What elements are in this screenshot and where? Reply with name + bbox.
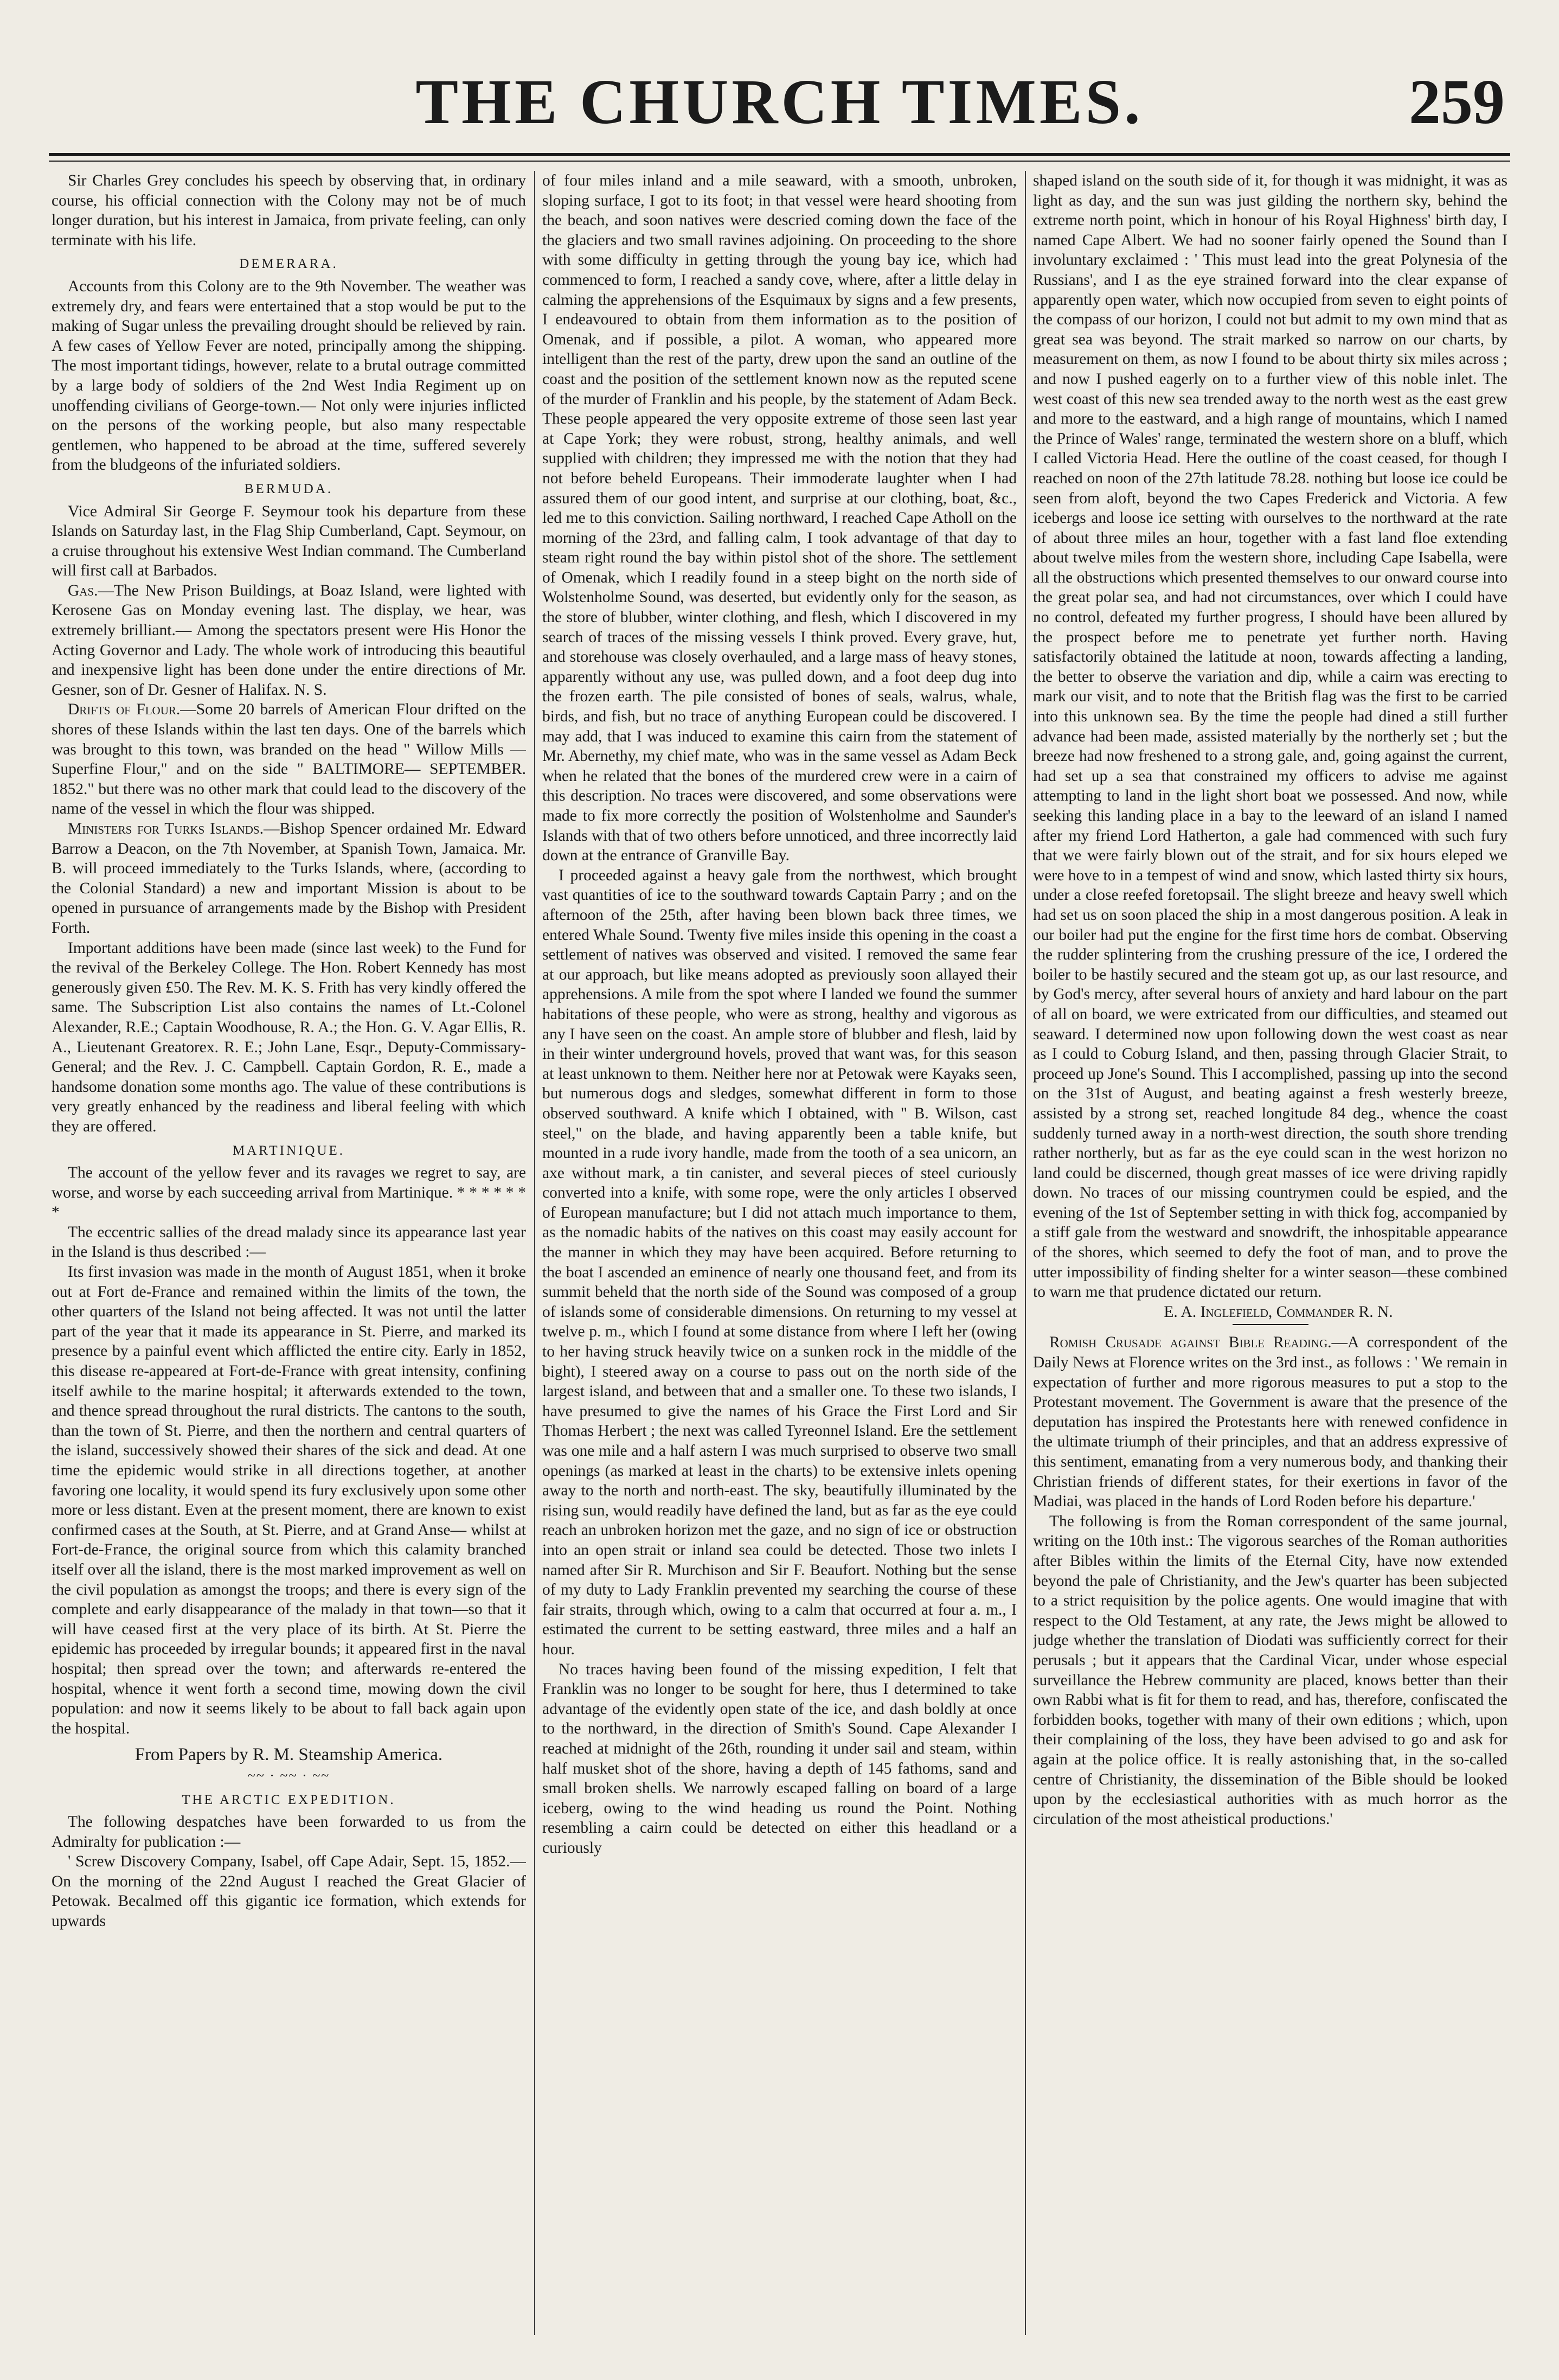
article-paragraph: ' Screw Discovery Company, Isabel, off Cape Adair, Sept. 15, 1852.—On the morning of the 22nd August I reached the Great Glacier of Petowak. Becalmed off this gigantic ice formation, which extends for upwards — [52, 1853, 526, 1930]
article-paragraph: Its first invasion was made in the month of August 1851, when it broke out at Fort de-France and remained within the limits of the town, the other quarters of the Island not being affected. It was not until the latter part of the year that it made its appearance in St. Pierre, and marked its presence by a painful event which afflicted the entire city. Early in 1852, this disease re-appeared at Fort-de-France with great intensity, confining itself awhile to the marine hospital; it afterwards extended to the town, and thence spread throughout the rural districts. The cantons to the south, than the town of St. Pierre, and then the northern and central quarters of the island, successively showed their shares of the sick and dead. At one time the epidemic would strike in all directions together, at another favoring one locality, it would spend its fury exclusively upon some other more or less distant. Even at the present moment, there are known to exist confirmed cases at the South, at St. Pierre, and at Grand Anse— whilst at Fort-de-France, the original source from which this calamity branched itself over all the island, there is the most marked improvement as well on the civil population as amongst the troops; and there is every sign of the complete and early disappearance of the malady in that town—so that it will have ceased first at the very place of its birth. At St. Pierre the epidemic has proceeded by irregular bounds; it appeared first in the naval hospital; then spread over the town; and afterwards re-entered the hospital, whence it went forth a second time, mowing down the civil population: and now it seems likely to be about to fall back again upon the hospital. — [52, 1263, 526, 1737]
article-paragraph: Sir Charles Grey concludes his speech by observing that, in ordinary course, his official connection with the Colony may not be of much longer duration, but his interest in Jamaica, from private feeling, can only terminate with his life. — [52, 172, 526, 249]
header-rule-thin — [49, 161, 1510, 162]
article-paragraph: of four miles inland and a mile seaward, with a smooth, unbroken, sloping surface, I got to its foot; in that vessel were heard shooting from the beach, and soon natives were descried coming down the face of the the glaciers and two small ravines adjoining. On proceeding to the shore with some difficulty in getting through the young bay ice, which had commenced to form, I reached a sandy cove, where, after a little delay in calming the apprehensions of the Esquimaux by signs and a few presents, I endeavoured to obtain from them information as to the position of Omenak, and if possible, a pilot. A woman, who appeared more intelligent than the rest of the party, drew upon the sand an outline of the coast and the position of the settlement known now as the reputed scene of the murder of Franklin and his people, by the statement of Adam Beck. These people appeared the very opposite extreme of those seen last year at Cape York; they were robust, strong, healthy animals, and well supplied with children; they impressed me with the notion that they had not before beheld Europeans. Their immoderate laughter when I had assured them of our good intent, and surprise at our clothing, boat, &c., led me to this conviction. Sailing northward, I reached Cape Atholl on the morning of the 23rd, and falling calm, I took advantage of that day to steam right round the bay within pistol shot of the shore. The settlement of Omenak, which I readily found in a steep bight on the north side of Wolstenholme Sound, was deserted, but evidently only for the season, as the store of blubber, winter clothing, and flesh, which I discovered in my search of traces of the missing vessels I think proved. Every grave, hut, and storehouse was closely overhauled, and a large mass of heavy stones, apparently without any use, was pulled down, and a foot deep dug into the frozen earth. The pile consisted of bones of seals, walrus, whale, birds, and fish, but no trace of anything European could be discovered. I may add, that I was induced to examine this cairn from the statement of Mr. Abernethy, my chief mate, who was in the same vessel as Adam Beck when he related that the bones of the murdered crew were in a cairn of this description. No traces were discovered, and some observations were made to fix more correctly the position of Wolstenholme and Saunder's Islands with that of two others before unnoticed, and three incorrectly laid down at the entrance of Granville Bay. — [542, 172, 1017, 865]
column-divider — [1025, 171, 1026, 2335]
paragraph-lead: Ministers for Turks Islands. — [68, 820, 264, 837]
article-paragraph: Vice Admiral Sir George F. Seymour took his departure from these Islands on Saturday last, in the Flag Ship Cumberland, Capt. Seymour, on a cruise throughout his extensive West Indian command. The Cumberland will first call at Barbados. — [52, 502, 526, 580]
ornament-divider: ~~ · ~~ · ~~ — [247, 1767, 330, 1783]
column-left — [52, 171, 526, 2335]
section-heading-martinique: MARTINIQUE. — [232, 1143, 345, 1158]
column-divider — [534, 171, 535, 2335]
header-rule — [49, 153, 1510, 156]
column-right — [1033, 171, 1507, 2335]
article-paragraph: Important additions have been made (since last week) to the Fund for the revival of the Berkeley College. The Hon. Robert Kennedy has most generously given £50. The Rev. M. K. S. Frith has very kindly offered the same. The Subscription List also contains the names of Lt.-Colonel Alexander, R.E.; Captain Woodhouse, R. A.; the Hon. G. V. Agar Ellis, R. A., Lieutenant Greatorex. R. E.; John Lane, Esqr., Deputy-Commissary-General; and the Rev. J. C. Campbell. Captain Gordon, R. E., made a handsome donation some months ago. The value of these contributions is very greatly enhanced by the readiness and liberal feeling with which they are offered. — [52, 939, 526, 1135]
paragraph-body: —Some 20 barrels of American Flour drifted on the shores of these Islands within the last ten days. One of the barrels which was brought to this town, was branded on the head " Willow Mills —Superfine Flour," and on the side " BALTIMORE— SEPTEMBER. 1852." but there was no other mark that could lead to the discovery of the name of the vessel in which the flour was shipped. — [52, 701, 526, 818]
article-paragraph: The following despatches have been forwarded to us from the Admiralty for publication :— — [52, 1813, 526, 1851]
article-paragraph — [52, 819, 526, 938]
column-middle — [542, 171, 1017, 2335]
source-line: From Papers by R. M. Steamship America. — [134, 1745, 443, 1765]
paragraph-body: —A correspondent of the Daily News at Florence writes on the 3rd inst., as follows : ' We remain in expectation of further and more rigorous measures to put a stop to the Protestant movement. The Government is aware that the presence of the deputation has inspired the Protestants here with renewed confidence in the ultimate triumph of their principles, and that an address expressive of this sentiment, emanating from a very numerous body, and thanking their Christian friends of different states, for their exertions in favor of the Madiai, was placed in the hands of Lord Roden before his departure.' — [1033, 1334, 1507, 1511]
section-heading-bermuda: BERMUDA. — [244, 481, 333, 496]
article-paragraph: The account of the yellow fever and its ravages we regret to say, are worse, and worse by each succeeding arrival from Martinique. * * * * * * * — [52, 1164, 526, 1221]
section-heading-demerara: DEMERARA. — [239, 257, 338, 272]
article-paragraph: Accounts from this Colony are to the 9th November. The weather was extremely dry, and fears were entertained that a stop would be put to the making of Sugar unless the prevailing drought should be relieved by rain. A few cases of Yellow Fever are noted, principally among the shipping. The most important tidings, however, relate to a brutal outrage committed by a large body of soldiers of the 2nd West India Regiment up on unoffending civilians of George-town.— Not only were injuries inflicted on the persons of the working people, but also many respectable gentlemen, who happened to be abroad at the time, suffered severely from the bludgeons of the infuriated soldiers. — [52, 277, 526, 474]
paragraph-lead: Romish Crusade against Bible Reading. — [1049, 1334, 1332, 1352]
signature-rule — [1233, 1324, 1308, 1325]
article-paragraph — [52, 581, 526, 700]
section-heading-arctic: THE ARCTIC EXPEDITION. — [182, 1792, 396, 1807]
paragraph-body: —The New Prison Buildings, at Boaz Island, were lighted with Kerosene Gas on Monday evening last. The display, we hear, was extremely brilliant.— Among the spectators present were His Honor the Acting Governor and Lady. The whole work of introducing this beautiful and inexpensive light has been done under the entire directions of Mr. Gesner, son of Dr. Gesner of Halifax. N. S. — [52, 581, 526, 699]
article-paragraph: shaped island on the south side of it, for though it was midnight, it was as light as day, and the sun was just gilding the northern sky, behind the extreme north point, which in honour of his Royal Highness' birth day, I named Cape Albert. We had no sooner fairly opened the Sound than I involuntary exclaimed : ' This must lead into the great Polynesia of the Russians', and I as the eye strained forward into the clear expanse of apparently open water, which now occupied from seven to eight points of the compass of our horizon, I could not but admit to my own mind that as great sea was beyond. The strait marked so narrow on our charts, by measurement on them, as now I found to be about thirty six miles across ; and now I pushed eagerly on to a further view of this noble inlet. The west coast of this new sea trended away to the north west as the east grew and more to the eastward, and a high range of mountains, which I named the Prince of Wales' range, terminated the western shore on a bluff, which I called Victoria Head. Here the outline of the coast ceased, for though I reached on noon of the 27th latitude 78.28. nothing but loose ice could be seen from aloft, beyond the two Capes Frederick and Victoria. A few icebergs and loose ice setting with ourselves to the northward at the rate of about three miles an hour, together with a fast land floe extending about twelve miles from the western shore, including Cape Isabella, were all the obstructions which presented themselves to our onward course into the great polar sea, and had not circumstances, over which I could have no control, defeated my further progress, I should have been allured by the prospect before me to penetrate yet further north. Having satisfactorily obtained the latitude at noon, towards affecting a landing, the better to observe the variation and dip, while a cairn was erecting to mark our visit, and to note that the British flag was the first to be carried into this unknown sea. By the time the people had dined a still further advance had been made, assisted materially by the northerly set ; but the breeze had now freshened to a strong gale, and, going against the current, had set up a sea that constrained my officers to advise me against attempting to land in the light short boat we possessed. And now, while seeking this landing place in a bay to the leeward of an island I named after my friend Lord Hatherton, a gale had commenced with such fury that we were fairly blown out of the strait, and for six hours eleped we were hove to in a tempest of wind and snow, which lasted thirty six hours, under a close reefed foretopsail. The slight breeze and heavy swell which had set us on soon placed the ship in a most dangerous position. A leak in our boiler had put the engine for the first time hors de combat. Observing the rudder splintering from the crushing pressure of the ice, I ordered the boiler to be hastily secured and the steam got up, as our last resource, and by God's mercy, after several hours of anxiety and hard labour on the part of all on board, we were extricated from our difficulties, and steamed out seaward. I determined now upon following down the west coast as near as I could to Coburg Island, and then, passing through Glacier Strait, to proceed up Jone's Sound. This I accomplished, passing up into the second on the 31st of August, and beating against a fresh westerly breeze, assisted by a strong set, reached longitude 84 deg., whence the coast suddenly turned away in a north-west direction, the south shore trending rather northerly, but as far as the eye could scan in the west horizon no land could be discerned, though great masses of ice were driving rapidly down. No traces of our missing countrymen could be espied, and the evening of the 1st of September setting in with thick fog, accompanied by a stiff gale from the westward and snowdrift, the inhospitable appearance of the shores, which seemed to defy the foot of man, and to prove the utter impossibility of finding shelter for a winter season—these combined to warn me that prudence dictated our return. — [1033, 172, 1507, 1301]
paragraph-lead: Gas. — [68, 581, 98, 599]
article-paragraph: No traces having been found of the missing expedition, I felt that Franklin was no longer to be sought for here, thus I determined to take advantage of the evidently open state of the ice, and dash boldly at once to the northward, in the direction of Smith's Sound. Cape Alexander I reached at midnight of the 26th, rounding it under sail and steam, within half musket shot of the shore, having a depth of 145 fathoms, sand and small broken shells. We narrowly escaped falling on board of a large iceberg, owing to the wind heading us round the Point. Nothing resembling a cairn could be detected on either this headland or a curiously — [542, 1660, 1017, 1857]
article-paragraph: I proceeded against a heavy gale from the northwest, which brought vast quantities of ice to the southward towards Captain Parry ; and on the afternoon of the 25th, after having been blown back three times, we entered Whale Sound. Twenty five miles inside this opening in the coast a settlement of natives was observed and visited. I removed the same fear at our approach, but like means adopted as previously soon allayed their apprehensions. A mile from the spot where I landed we found the summer habitations of these people, who were as strong, healthy and vigorous as any I have seen on the coast. An ample store of blubber and flesh, laid by in their winter underground hovels, proved that want was, for this season at least unknown to them. Neither here nor at Petowak were Kayaks seen, but numerous dogs and sledges, somewhat different in form to those observed southward. A knife which I obtained, with " B. Wilson, cast steel," on the blade, and having apparently been a table knife, but mounted in a rude ivory handle, made from the tooth of a sea unicorn, an axe without mark, a tin canister, and several pieces of steel curiously converted into a knife, with some rope, were the only articles I observed of European manufacture; but I did not attach much importance to them, as the nomadic habits of the natives on this coast may easily account for the manner in which they may have been acquired. Before returning to the boat I ascended an eminence of nearly one thousand feet, and from its summit beheld that the north side of the Sound was composed of a group of islands some of considerable dimensions. On returning to my vessel at twelve p. m., which I found at some distance from where I left her (owing to her having struck heavily twice on a sunken rock in the middle of the bight), I steered away on a course to pass out on the north side of the largest island, and between that and a smaller one. To these two islands, I have presumed to give the names of his Grace the First Lord and Sir Thomas Herbert ; the next was called Tyreonnel Island. Ere the settlement was one mile and a half astern I was much surprised to observe two small openings (as marked at least in the charts) to be extensive inlets opening away to the north and north-east. The sky, beautifully illuminated by the rising sun, would readily have defined the land, but as far as the eye could reach an unbroken horizon met the gaze, and no sign of ice or obstruction into an open strait or inland sea could be detected. Those two inlets I named after Sir R. Murchison and Sir F. Beaufort. Nothing but the sense of my duty to Lady Franklin prevented my searching the course of these fair straits, through which, owing to a calm that occurred at four a. m., I estimated the current to be setting eastward, three miles and a half an hour. — [542, 866, 1017, 1658]
article-paragraph — [52, 700, 526, 819]
article-paragraph: The following is from the Roman correspondent of the same journal, writing on the 10th inst.: The vigorous searches of the Roman authorities after Bibles within the limits of the Eternal City, have now extended beyond the pale of Christianity, and the Jew's quarter has been subjected to a strict requisition by the police agents. One would imagine that with respect to the Old Testament, at any rate, the Jews might be allowed to judge whether the translation of Diodati was sufficiently correct for their perusals ; but it appears that the Cardinal Vicar, under whose especial surveillance the Hebrew community are placed, knows better than their own Rabbi what is fit for them to read, and has, therefore, confiscated the forbidden books, together with many of their own editions ; which, upon their complaining of the loss, they have been advised to go and ask for again at the police office. It is really astonishing that, in the so-called centre of Christianity, the dissemination of the Bible should be looked upon by the ecclesiastical authorities with as much horror as the circulation of the most atheistical productions.' — [1033, 1512, 1507, 1828]
masthead — [49, 60, 1510, 152]
page-number: 259 — [1409, 66, 1505, 137]
signature: E. A. Inglefield, Commander R. N. — [1164, 1303, 1393, 1321]
paragraph-lead: Drifts of Flour. — [68, 701, 181, 719]
article-paragraph: The eccentric sallies of the dread malady since its appearance last year in the Island is thus described :— — [52, 1223, 526, 1261]
running-title: THE CHURCH TIMES. — [415, 66, 1144, 137]
paragraph-body: —Bishop Spencer ordained Mr. Edward Barrow a Deacon, on the 7th November, at Spanish Town, Jamaica. Mr. B. will proceed immediately to the Turks Islands, where, (according to the Colonial Standard) a new and important Mission is about to be opened in pursuance of arrangements made by the Bishop with President Forth. — [52, 820, 526, 937]
article-paragraph — [1033, 1333, 1507, 1511]
